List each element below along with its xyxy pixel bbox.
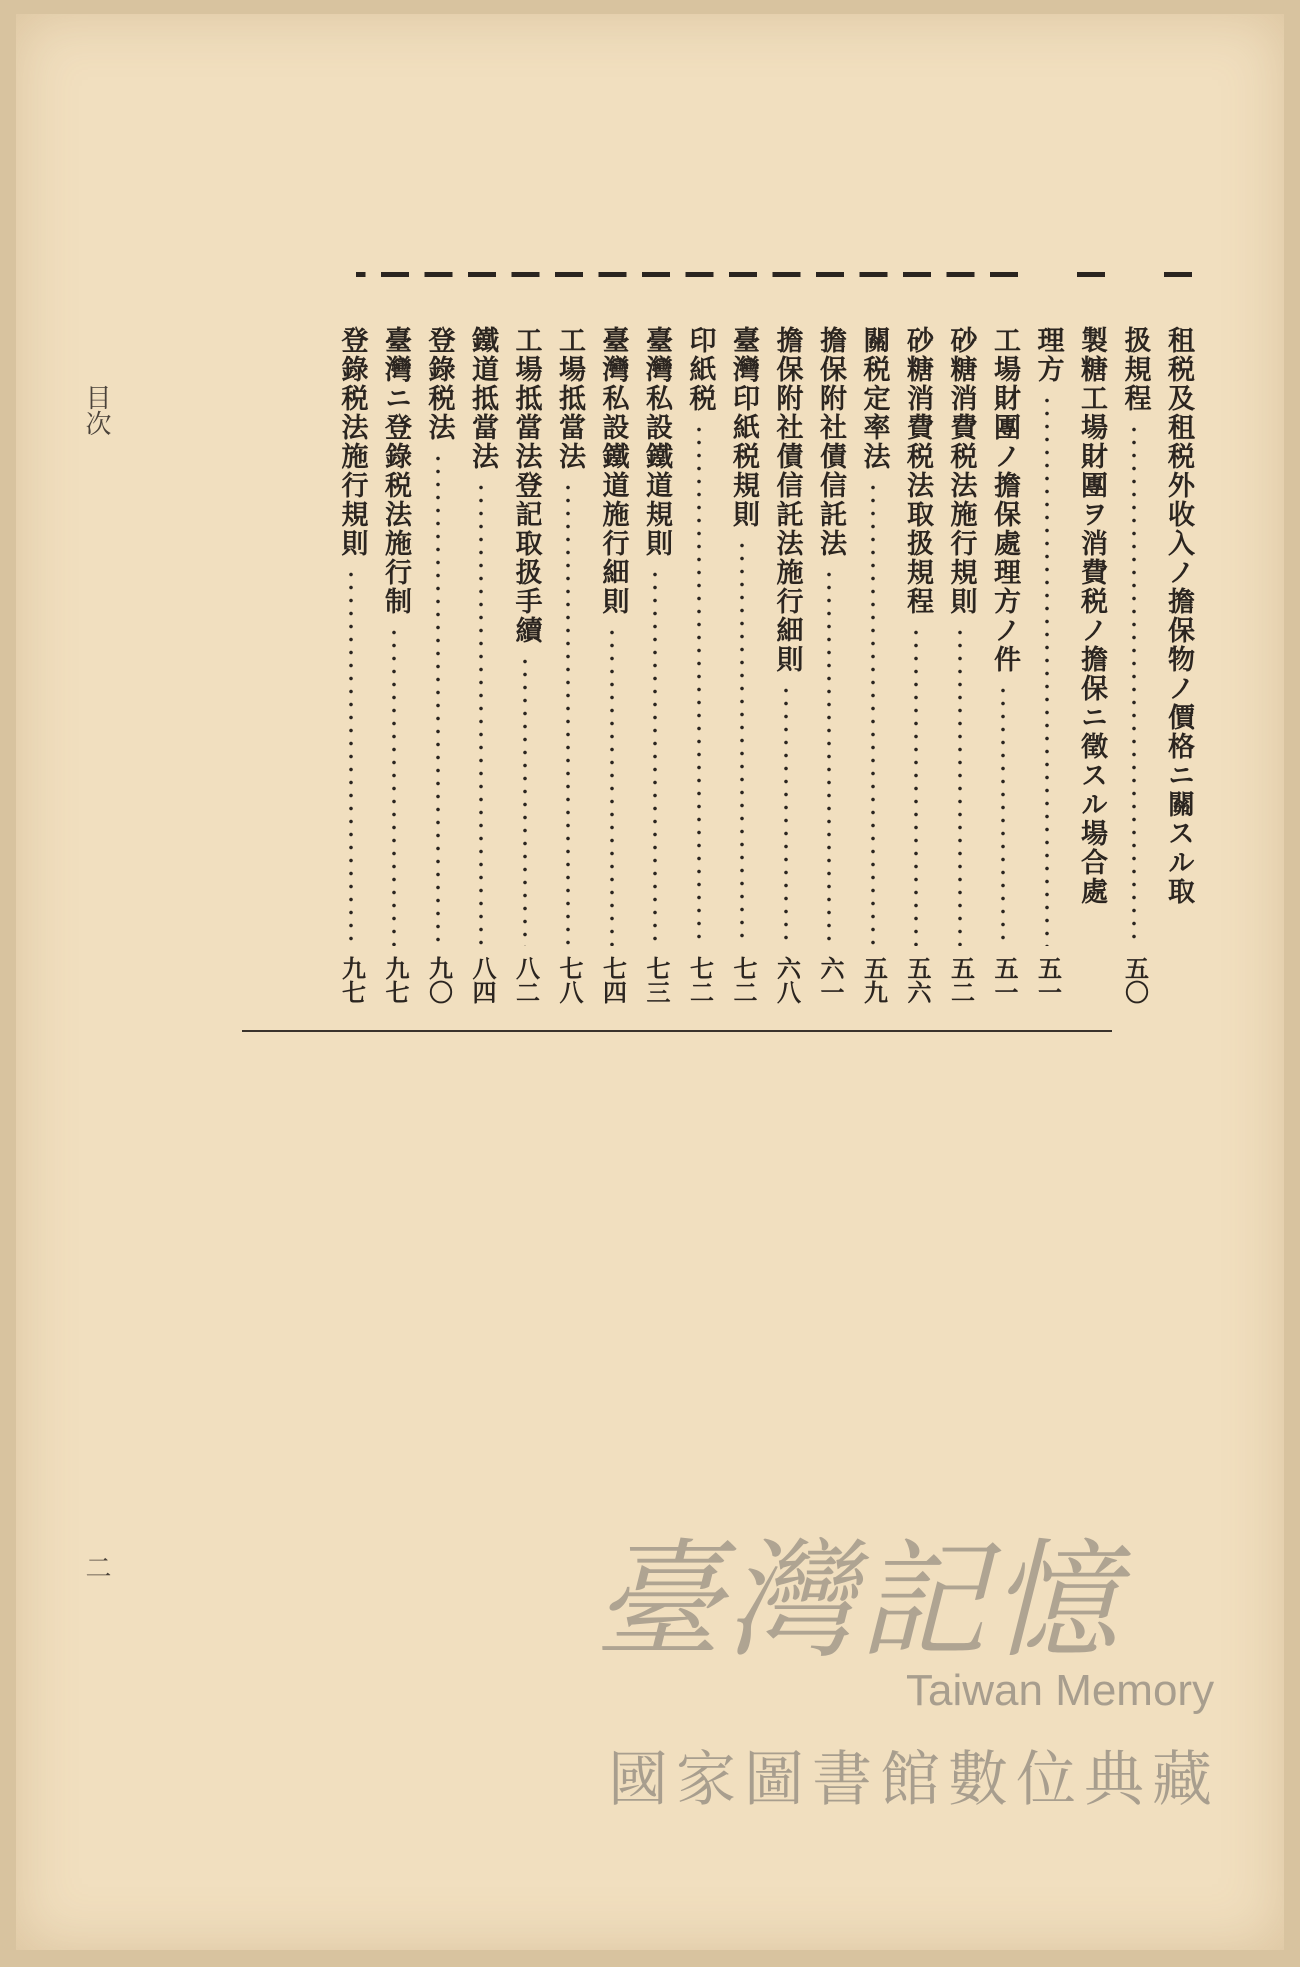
dash-marker (947, 272, 975, 277)
dash-marker (860, 272, 888, 277)
toc-entry-title: 理方 (1032, 326, 1064, 384)
toc-entry-title: 臺灣印紙税規則 (728, 326, 759, 529)
toc-entry-title: 登錄税法施行規則 (336, 326, 368, 558)
dot-leader (827, 568, 831, 946)
dot-leader (697, 423, 701, 946)
toc-entry-title: 鐵道抵當法 (467, 326, 498, 471)
dot-leader (479, 481, 483, 946)
toc-entry-page: 七三 (642, 956, 671, 1004)
dot-leader (392, 626, 396, 946)
toc-entry-page: 五〇 (1120, 956, 1150, 1004)
toc-entry-page: 七八 (555, 956, 584, 1004)
toc-entry-title: 擔保附社債信託法 (815, 326, 846, 558)
dash-marker (642, 272, 670, 277)
toc-entry-page: 八二 (511, 956, 541, 1004)
dot-leader (784, 684, 788, 946)
toc-entry-page: 五一 (990, 956, 1019, 1004)
dot-leader (1132, 423, 1136, 946)
watermark-logo-chinese: 國家圖書館數位典藏 (608, 1745, 1220, 1815)
page-number: 二 (81, 1554, 111, 1580)
toc-entry-title: 關税定率法 (858, 326, 890, 471)
divider-rule (242, 1030, 1112, 1032)
dot-leader (871, 481, 875, 946)
toc-entry-page: 五一 (1033, 956, 1063, 1004)
toc-entry-title: 砂糖消費税法施行規則 (945, 326, 977, 616)
dash-marker (773, 272, 801, 277)
dash-marker (381, 272, 409, 277)
dot-leader (653, 568, 657, 946)
toc-entry-title: 租税及租税外收入ノ擔保物ノ價格ニ關スル取 (1163, 326, 1194, 906)
toc-entry-page: 九〇 (424, 956, 454, 1004)
toc-entry-page: 五六 (903, 956, 932, 1004)
dash-marker (990, 272, 1018, 277)
dot-leader (914, 626, 918, 946)
watermark-logo-script: 臺灣記憶 (594, 1527, 1123, 1676)
toc-entry-page: 七二 (685, 956, 715, 1004)
dot-leader (610, 626, 614, 946)
toc-entry-title: 製糖工場財團ヲ消費税ノ擔保ニ徵スル場合處 (1076, 326, 1107, 906)
dot-leader (1045, 394, 1049, 946)
dash-marker (468, 272, 496, 277)
dot-leader (436, 452, 440, 946)
toc-entry-page: 九七 (337, 956, 367, 1004)
toc-entry-page: 九七 (381, 956, 410, 1004)
dash-marker (816, 272, 844, 277)
dash-marker (686, 272, 714, 277)
toc-entry-page: 八四 (468, 956, 497, 1004)
toc-entry-page: 七四 (598, 956, 628, 1004)
toc-entry-page: 七二 (729, 956, 758, 1004)
toc-entry-page: 六一 (816, 956, 845, 1004)
running-header: 目次 (81, 384, 111, 436)
dot-leader (740, 539, 744, 946)
toc-entry-title: 臺灣ニ登錄税法施行制 (380, 326, 411, 616)
dash-marker (1077, 272, 1105, 277)
toc-entry-page: 五九 (859, 956, 889, 1004)
watermark-logo-english: Taiwan Memory (906, 1666, 1215, 1715)
dot-leader (958, 626, 962, 946)
dash-markers (356, 270, 1236, 280)
dash-marker (903, 272, 931, 277)
dot-leader (1001, 684, 1005, 946)
toc-entry-page: 五二 (946, 956, 976, 1004)
toc-entry-title: 扱規程 (1119, 326, 1151, 413)
document-page (16, 14, 1284, 1950)
toc-entry-title: 工場抵當法登記取扱手續 (510, 326, 542, 645)
dot-leader (566, 481, 570, 946)
dash-marker (356, 272, 366, 277)
dash-marker (425, 272, 453, 277)
toc-entry-title: 登錄税法 (423, 326, 455, 442)
dash-marker (599, 272, 627, 277)
toc-entry-page: 六八 (772, 956, 802, 1004)
dash-marker (512, 272, 540, 277)
dot-leader (523, 655, 527, 946)
toc-entry-title: 砂糖消費税法取扱規程 (902, 326, 933, 616)
dot-leader (349, 568, 353, 946)
toc-entry-title: 擔保附社債信託法施行細則 (771, 326, 803, 674)
toc-entry-title: 印紙税 (684, 326, 716, 413)
dash-marker (729, 272, 757, 277)
toc-entry-title: 臺灣私設鐵道規則 (641, 326, 672, 558)
toc-entry-title: 工場財團ノ擔保處理方ノ件 (989, 326, 1020, 674)
toc-entry-title: 工場抵當法 (554, 326, 585, 471)
dash-marker (1164, 272, 1192, 277)
dash-marker (555, 272, 583, 277)
toc-entry-title: 臺灣私設鐵道施行細則 (597, 326, 629, 616)
